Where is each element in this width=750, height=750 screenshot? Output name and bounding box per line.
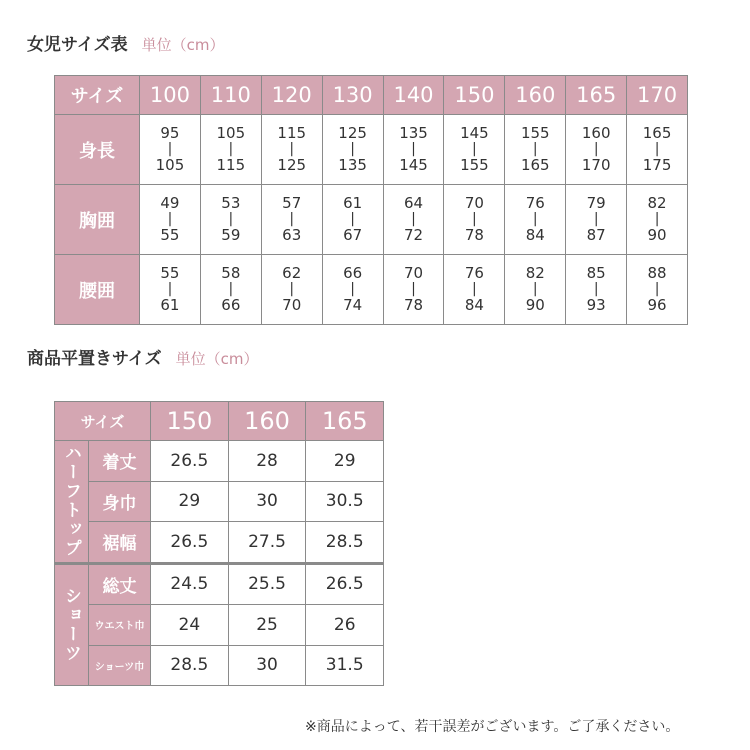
- size-header-cell: 130: [322, 76, 383, 115]
- size-row-label: 身長: [55, 115, 140, 185]
- size-header-cell: 170: [627, 76, 688, 115]
- range-max: 105: [155, 156, 185, 174]
- range-separator: |: [472, 281, 477, 297]
- size-range-cell: [627, 185, 688, 255]
- range-max: 61: [160, 296, 180, 314]
- range-value: [384, 125, 444, 174]
- size-chart-title: 女児サイズ表: [27, 35, 128, 55]
- range-min: 82: [525, 264, 545, 282]
- range-min: 82: [647, 194, 667, 212]
- flat-value-cell: 29: [306, 441, 384, 482]
- flat-value-cell: 25.5: [228, 563, 306, 605]
- size-range-cell: [627, 115, 688, 185]
- size-row: [55, 185, 688, 255]
- flat-chart-unit: 単位（cm）: [175, 350, 259, 368]
- range-value: [444, 125, 504, 174]
- range-separator: |: [350, 281, 355, 297]
- size-header-cell: 160: [505, 76, 566, 115]
- flat-value-cell: 24: [151, 605, 229, 646]
- size-range-cell: [322, 185, 383, 255]
- range-value: [505, 265, 565, 314]
- flat-value-cell: 25: [228, 605, 306, 646]
- range-separator: |: [654, 141, 660, 157]
- range-max: 59: [221, 226, 241, 244]
- size-range-cell: [444, 255, 505, 325]
- size-range-cell: [200, 115, 261, 185]
- size-chart-heading: [27, 30, 225, 55]
- range-max: 165: [520, 156, 550, 174]
- range-min: 160: [581, 124, 611, 142]
- flat-value-cell: 26.5: [151, 522, 229, 564]
- range-separator: |: [472, 141, 477, 157]
- range-min: 115: [277, 124, 307, 142]
- range-value: [566, 195, 626, 244]
- flat-row-label: 総丈: [89, 563, 151, 605]
- range-max: 84: [525, 226, 545, 244]
- range-min: 125: [338, 124, 367, 142]
- range-min: 64: [403, 194, 424, 212]
- range-max: 66: [221, 296, 241, 314]
- range-max: 135: [338, 156, 367, 174]
- range-value: [323, 195, 383, 244]
- flat-row-label: 身巾: [89, 481, 151, 522]
- range-value: [384, 265, 444, 314]
- range-separator: |: [228, 211, 234, 227]
- range-max: 90: [525, 296, 545, 314]
- flat-row-label: 裾幅: [89, 522, 151, 564]
- flat-row-label: 着丈: [89, 441, 151, 482]
- flat-value-cell: 28.5: [151, 645, 229, 686]
- flat-chart-heading: [27, 344, 259, 369]
- size-range-cell: [140, 255, 201, 325]
- size-range-cell: [444, 115, 505, 185]
- range-min: 85: [586, 264, 606, 282]
- flat-row: [55, 481, 384, 522]
- range-min: 62: [282, 264, 302, 282]
- size-range-cell: [566, 185, 627, 255]
- range-value: [140, 125, 200, 174]
- range-max: 155: [460, 156, 489, 174]
- size-range-cell: [566, 255, 627, 325]
- range-max: 67: [343, 226, 363, 244]
- range-value: [201, 125, 261, 174]
- range-value: [201, 265, 261, 314]
- size-range-cell: [200, 185, 261, 255]
- flat-value-cell: 26.5: [151, 441, 229, 482]
- range-value: [627, 125, 687, 174]
- size-chart-table: [54, 75, 688, 325]
- range-separator: |: [350, 141, 355, 157]
- range-value: [566, 125, 626, 174]
- range-max: 145: [399, 156, 428, 174]
- range-separator: |: [411, 281, 416, 297]
- range-max: 170: [581, 156, 611, 174]
- range-max: 78: [464, 226, 484, 244]
- range-max: 55: [160, 226, 180, 244]
- range-min: 49: [160, 194, 180, 212]
- range-separator: |: [289, 211, 295, 227]
- flat-chart-table: [54, 401, 384, 686]
- range-max: 93: [586, 296, 606, 314]
- flat-row: [55, 563, 384, 605]
- flat-value-cell: 27.5: [228, 522, 306, 564]
- range-separator: |: [167, 281, 173, 297]
- range-value: [505, 195, 565, 244]
- range-separator: |: [228, 141, 234, 157]
- size-row-label: 胸囲: [55, 185, 140, 255]
- range-value: [505, 125, 565, 174]
- range-min: 105: [216, 124, 246, 142]
- range-max: 84: [464, 296, 484, 314]
- size-range-cell: [383, 115, 444, 185]
- range-min: 70: [464, 194, 484, 212]
- flat-row-label: ショーツ巾: [89, 645, 151, 686]
- range-value: [444, 265, 504, 314]
- range-min: 95: [160, 124, 180, 142]
- range-max: 70: [282, 296, 302, 314]
- range-max: 72: [403, 226, 424, 244]
- range-value: [323, 265, 383, 314]
- range-max: 63: [282, 226, 302, 244]
- disclaimer-note: ※商品によって、若干誤差がございます。ご了承ください。: [305, 719, 680, 735]
- flat-value-cell: 30: [228, 645, 306, 686]
- range-max: 175: [642, 156, 672, 174]
- range-separator: |: [228, 281, 234, 297]
- range-value: [201, 195, 261, 244]
- range-value: [262, 125, 322, 174]
- range-min: 135: [399, 124, 428, 142]
- size-range-cell: [383, 255, 444, 325]
- flat-header-cell: 165: [306, 402, 384, 441]
- size-range-cell: [140, 115, 201, 185]
- flat-header-label: サイズ: [55, 402, 151, 441]
- size-range-cell: [505, 185, 566, 255]
- flat-group-name: ハーフトップ: [61, 444, 81, 559]
- size-header-cell: 150: [444, 76, 505, 115]
- range-separator: |: [593, 211, 599, 227]
- range-value: [627, 195, 687, 244]
- range-value: [384, 195, 444, 244]
- size-chart-unit: 単位（cm）: [141, 36, 225, 54]
- range-min: 55: [160, 264, 180, 282]
- size-range-cell: [627, 255, 688, 325]
- range-max: 78: [403, 296, 424, 314]
- flat-row: [55, 522, 384, 564]
- range-max: 115: [216, 156, 246, 174]
- range-value: [323, 125, 383, 174]
- range-separator: |: [654, 211, 660, 227]
- range-value: [444, 195, 504, 244]
- size-row-label: 腰囲: [55, 255, 140, 325]
- size-range-cell: [322, 115, 383, 185]
- range-max: 90: [647, 226, 667, 244]
- range-separator: |: [593, 141, 599, 157]
- size-header-cell: 140: [383, 76, 444, 115]
- size-header-cell: 100: [140, 76, 201, 115]
- size-range-cell: [200, 255, 261, 325]
- range-min: 57: [282, 194, 302, 212]
- range-value: [262, 195, 322, 244]
- flat-chart-title: 商品平置きサイズ: [27, 349, 162, 369]
- range-min: 61: [343, 194, 363, 212]
- range-separator: |: [289, 141, 295, 157]
- range-min: 145: [460, 124, 489, 142]
- range-min: 79: [586, 194, 606, 212]
- range-separator: |: [411, 211, 416, 227]
- range-separator: |: [411, 141, 416, 157]
- range-value: [262, 265, 322, 314]
- size-range-cell: [322, 255, 383, 325]
- size-range-cell: [505, 255, 566, 325]
- size-header-cell: 110: [200, 76, 261, 115]
- range-min: 58: [221, 264, 241, 282]
- size-range-cell: [261, 115, 322, 185]
- flat-header-row: [55, 402, 384, 441]
- flat-value-cell: 28: [228, 441, 306, 482]
- flat-row: [55, 605, 384, 646]
- flat-value-cell: 28.5: [306, 522, 384, 564]
- range-separator: |: [289, 281, 295, 297]
- range-min: 155: [520, 124, 550, 142]
- size-row: [55, 115, 688, 185]
- range-value: [140, 195, 200, 244]
- flat-value-cell: 24.5: [151, 563, 229, 605]
- flat-row-label: ウエスト巾: [89, 605, 151, 646]
- size-range-cell: [566, 115, 627, 185]
- range-min: 165: [642, 124, 672, 142]
- range-separator: |: [654, 281, 660, 297]
- size-header-label: サイズ: [55, 76, 140, 115]
- size-header-cell: 120: [261, 76, 322, 115]
- range-separator: |: [167, 211, 173, 227]
- flat-row: [55, 645, 384, 686]
- size-range-cell: [383, 185, 444, 255]
- flat-value-cell: 26: [306, 605, 384, 646]
- range-value: [140, 265, 200, 314]
- size-range-cell: [505, 115, 566, 185]
- range-value: [627, 265, 687, 314]
- flat-header-cell: 150: [151, 402, 229, 441]
- size-row: [55, 255, 688, 325]
- size-range-cell: [444, 185, 505, 255]
- range-min: 76: [525, 194, 545, 212]
- range-separator: |: [532, 281, 538, 297]
- range-max: 74: [343, 296, 363, 314]
- range-value: [566, 265, 626, 314]
- size-range-cell: [261, 185, 322, 255]
- range-separator: |: [593, 281, 599, 297]
- range-separator: |: [532, 141, 538, 157]
- range-separator: |: [350, 211, 355, 227]
- range-separator: |: [167, 141, 173, 157]
- flat-group-name: ショーツ: [61, 586, 81, 663]
- range-separator: |: [532, 211, 538, 227]
- range-max: 125: [277, 156, 307, 174]
- flat-value-cell: 26.5: [306, 563, 384, 605]
- range-min: 88: [647, 264, 667, 282]
- size-header-row: [55, 76, 688, 115]
- size-range-cell: [261, 255, 322, 325]
- range-separator: |: [472, 211, 477, 227]
- flat-header-cell: 160: [228, 402, 306, 441]
- flat-value-cell: 29: [151, 481, 229, 522]
- range-min: 66: [343, 264, 363, 282]
- size-range-cell: [140, 185, 201, 255]
- range-max: 96: [647, 296, 667, 314]
- range-min: 76: [464, 264, 484, 282]
- flat-value-cell: 30: [228, 481, 306, 522]
- size-header-cell: 165: [566, 76, 627, 115]
- flat-value-cell: 31.5: [306, 645, 384, 686]
- flat-group-label: [55, 563, 89, 686]
- range-max: 87: [586, 226, 606, 244]
- range-min: 70: [403, 264, 424, 282]
- flat-group-label: [55, 441, 89, 564]
- range-min: 53: [221, 194, 241, 212]
- flat-row: [55, 441, 384, 482]
- flat-value-cell: 30.5: [306, 481, 384, 522]
